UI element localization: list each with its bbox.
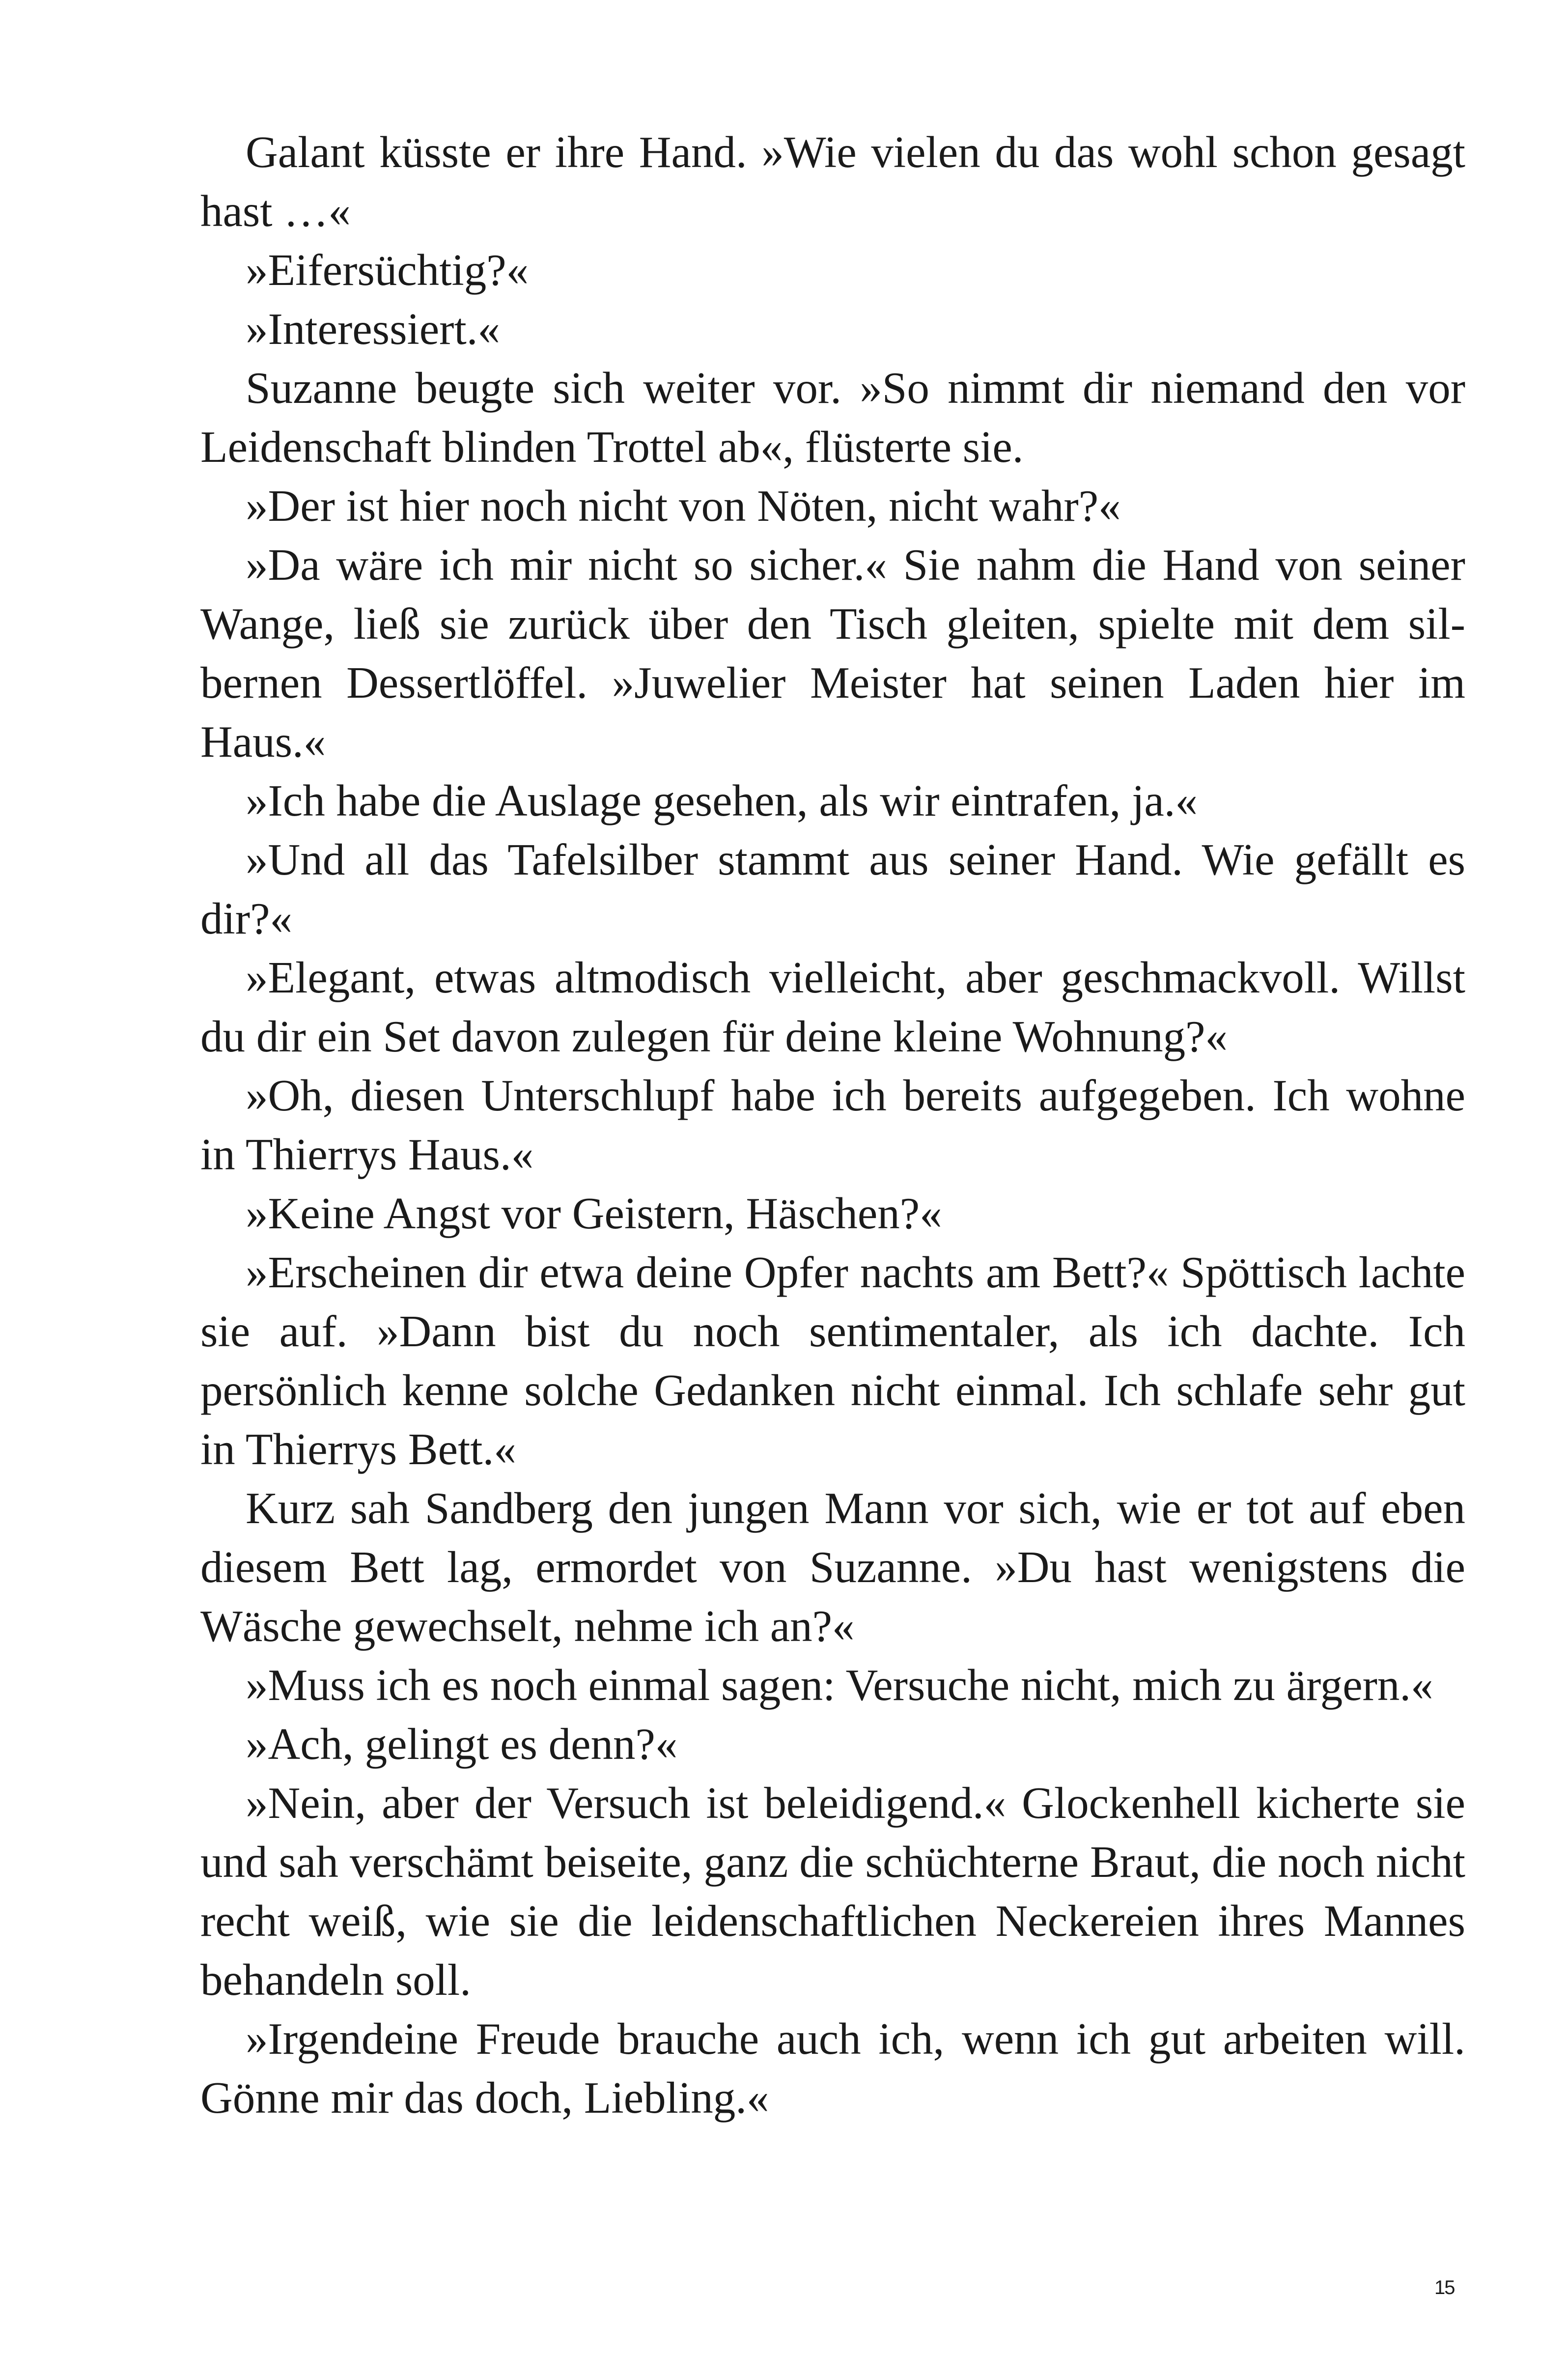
paragraph: »Ich habe die Auslage gesehen, als wir eintrafen, ja.«	[246, 776, 1198, 825]
paragraph: »Ach, gelingt es denn?«	[246, 1719, 678, 1769]
paragraph: »Da wäre ich mir nicht so sicher.« Sie nahm die Hand von seiner Wange, ließ sie zurück über den Tisch gleiten, spielte mit dem silbernen Dessertlöffel. »Juwelier Meister hat seinen Laden hier im Haus.«	[200, 540, 1465, 766]
paragraph: »Eifersüchtig?«	[246, 245, 529, 295]
page-body	[200, 123, 1465, 2127]
paragraph: »Keine Angst vor Geistern, Häschen?«	[246, 1189, 942, 1238]
paragraph: »Interessiert.«	[246, 304, 501, 354]
paragraph: »Nein, aber der Versuch ist beleidigend.« Glockenhell kicherte sie und sah verschämt beiseite, ganz die schüchterne Braut, die noch nicht recht weiß, wie sie die leidenschaftlichen Neckereien ihres Mannes behandeln soll.	[200, 1778, 1465, 2005]
paragraph: »Erscheinen dir etwa deine Opfer nachts am Bett?« Spöttisch lachte sie auf. »Dann bist du noch sentimentaler, als ich dachte. Ich persönlich kenne solche Gedanken nicht einmal. Ich schlafe sehr gut in Thierrys Bett.«	[200, 1247, 1465, 1474]
page-number: 15	[1434, 2277, 1455, 2298]
paragraph: Galant küsste er ihre Hand. »Wie vielen du das wohl schon gesagt hast …«	[200, 127, 1465, 236]
paragraph: »Oh, diesen Unterschlupf habe ich bereits aufgegeben. Ich wohne in Thierrys Haus.«	[200, 1071, 1465, 1179]
paragraph: »Muss ich es noch einmal sagen: Versuche nicht, mich zu ärgern.«	[246, 1660, 1433, 1710]
paragraph: Suzanne beugte sich weiter vor. »So nimmt dir niemand den vor Leidenschaft blinden Trottel ab«, flüsterte sie.	[200, 363, 1465, 472]
paragraph: »Und all das Tafelsilber stammt aus seiner Hand. Wie gefällt es dir?«	[200, 835, 1465, 943]
paragraph: »Elegant, etwas altmodisch vielleicht, aber geschmackvoll. Willst du dir ein Set davon zulegen für deine kleine Wohnung?«	[200, 953, 1465, 1061]
paragraph: Kurz sah Sandberg den jungen Mann vor sich, wie er tot auf eben diesem Bett lag, ermordet von Suzanne. »Du hast wenigstens die Wäsche gewechselt, nehme ich an?«	[200, 1483, 1465, 1651]
paragraph: »Irgendeine Freude brauche auch ich, wenn ich gut arbeiten will. Gönne mir das doch, Liebling.«	[200, 2014, 1465, 2123]
paragraph: »Der ist hier noch nicht von Nöten, nicht wahr?«	[246, 481, 1121, 531]
